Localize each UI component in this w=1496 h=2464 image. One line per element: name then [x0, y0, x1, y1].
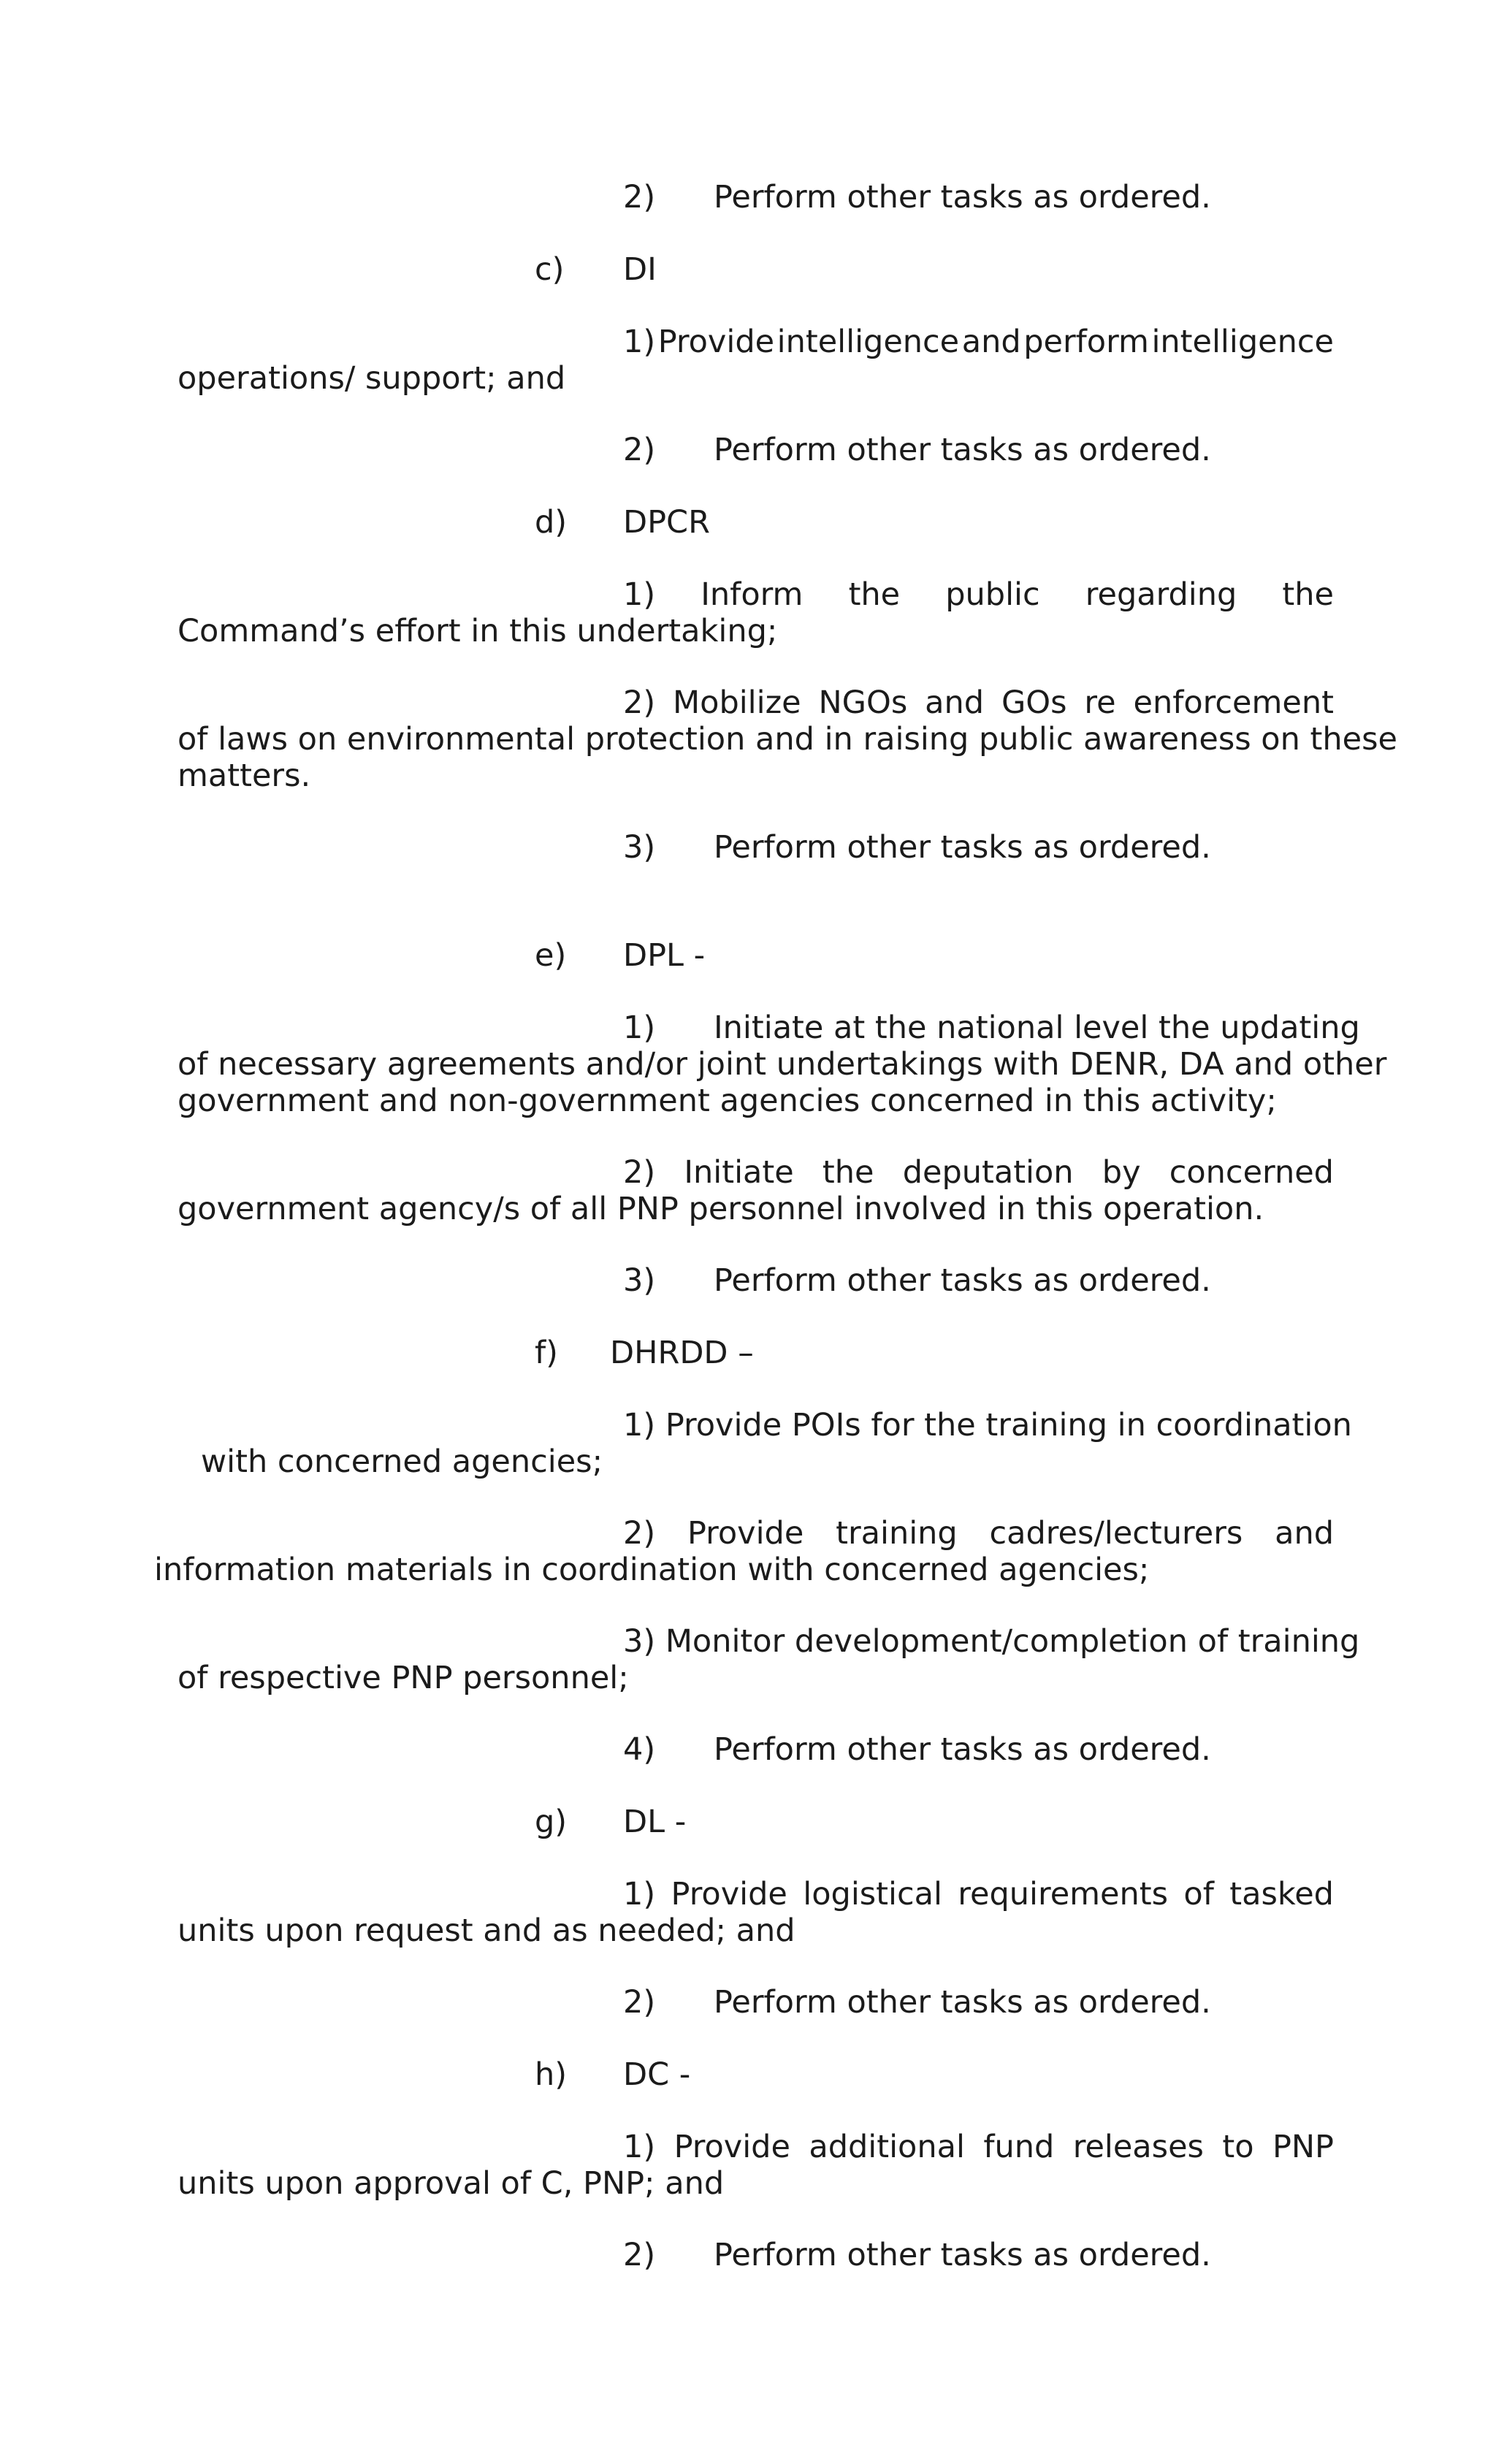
item-word: enforcement: [1133, 684, 1334, 721]
item-word: and: [1275, 1515, 1334, 1552]
item-word: requirements: [958, 1876, 1169, 1912]
item-number: 1): [623, 324, 656, 360]
item-word: and: [925, 684, 985, 721]
item-word: releases: [1072, 2129, 1204, 2165]
section-title: DI: [623, 251, 657, 288]
item-number: 2): [623, 1984, 656, 2021]
item-word: training: [836, 1515, 958, 1552]
item-text: Perform other tasks as ordered.: [714, 2237, 1211, 2273]
item-number: 3): [623, 1262, 656, 1299]
item-word: of: [1183, 1876, 1214, 1912]
item-word: tasked: [1229, 1876, 1334, 1912]
item-first-line: [623, 1407, 1352, 1443]
item-word: and: [961, 324, 1021, 360]
item-continuation: information materials in coordination with concerned agencies;: [154, 1552, 1150, 1588]
item-number: 2): [623, 432, 656, 468]
item-number: 1): [623, 576, 656, 613]
item-text: Perform other tasks as ordered.: [714, 1731, 1211, 1768]
item-continuation: units upon approval of C, PNP; and: [178, 2165, 725, 2202]
item-number: 2): [623, 2237, 656, 2273]
item-word: Provide: [673, 2129, 790, 2165]
item-word: deputation: [902, 1154, 1074, 1191]
item-continuation: matters.: [178, 758, 311, 794]
item-continuation: of respective PNP personnel;: [178, 1660, 629, 1696]
item-first-line: [623, 324, 1334, 360]
item-word: fund: [983, 2129, 1055, 2165]
item-word: to: [1222, 2129, 1254, 2165]
item-text: Provide POIs for the training in coordination: [665, 1407, 1352, 1443]
item-word: Provide: [657, 324, 775, 360]
item-continuation: of laws on environmental protection and in raising public awareness on these: [178, 721, 1397, 758]
item-word: by: [1102, 1154, 1141, 1191]
item-continuation: government agency/s of all PNP personnel involved in this operation.: [178, 1191, 1264, 1227]
item-word: the: [822, 1154, 874, 1191]
item-word: NGOs: [818, 684, 908, 721]
item-continuation: of necessary agreements and/or joint undertakings with DENR, DA and other: [178, 1046, 1387, 1083]
item-first-line: [623, 1623, 1360, 1660]
section-letter: e): [535, 937, 567, 974]
item-first-line: [623, 576, 1334, 613]
item-word: intelligence: [1151, 324, 1334, 360]
item-number: 1): [623, 1010, 656, 1046]
item-continuation: government and non-government agencies concerned in this activity;: [178, 1083, 1277, 1119]
item-word: Mobilize: [673, 684, 801, 721]
item-word: Initiate: [684, 1154, 794, 1191]
item-number: 3): [623, 829, 656, 866]
item-number: 2): [623, 179, 656, 215]
section-title: DPL -: [623, 937, 706, 974]
item-word: PNP: [1272, 2129, 1334, 2165]
item-word: Inform: [701, 576, 804, 613]
item-number: 1): [623, 1876, 656, 1912]
item-first-line: [623, 1154, 1334, 1191]
section-letter: h): [535, 2056, 568, 2093]
item-number: 1): [623, 2129, 656, 2165]
item-word: cadres/lecturers: [989, 1515, 1243, 1552]
item-number: 2): [623, 1515, 656, 1552]
item-text: Monitor development/completion of training: [665, 1623, 1360, 1660]
section-title: DL -: [623, 1804, 687, 1840]
item-text: Perform other tasks as ordered.: [714, 179, 1211, 215]
item-number: 2): [623, 684, 656, 721]
item-word: the: [848, 576, 901, 613]
section-letter: f): [535, 1335, 558, 1371]
item-word: regarding: [1085, 576, 1237, 613]
item-continuation: with concerned agencies;: [201, 1443, 603, 1480]
item-text: Perform other tasks as ordered.: [714, 829, 1211, 866]
section-letter: c): [535, 251, 565, 288]
item-number: 3): [623, 1623, 656, 1660]
item-word: concerned: [1169, 1154, 1334, 1191]
item-text: Perform other tasks as ordered.: [714, 1984, 1211, 2021]
section-title: DHRDD –: [610, 1335, 754, 1371]
item-word: the: [1282, 576, 1334, 613]
section-title: DPCR: [623, 504, 710, 541]
item-continuation: Command’s effort in this undertaking;: [178, 613, 778, 649]
item-word: additional: [809, 2129, 965, 2165]
item-number: 2): [623, 1154, 656, 1191]
item-word: Provide: [687, 1515, 804, 1552]
item-number: 4): [623, 1731, 656, 1768]
item-continuation: operations/ support; and: [178, 360, 566, 397]
item-word: public: [945, 576, 1040, 613]
item-text: Perform other tasks as ordered.: [714, 432, 1211, 468]
item-word: re: [1084, 684, 1116, 721]
item-continuation: units upon request and as needed; and: [178, 1912, 795, 1949]
section-title: DC -: [623, 2056, 691, 2093]
section-letter: d): [535, 504, 568, 541]
item-word: perform: [1023, 324, 1149, 360]
item-first-line: [623, 684, 1334, 721]
item-number: 1): [623, 1407, 656, 1443]
item-first-line: [623, 2129, 1334, 2165]
item-word: GOs: [1001, 684, 1067, 721]
item-word: Provide: [671, 1876, 787, 1912]
item-first-line: [623, 1876, 1334, 1912]
item-word: intelligence: [776, 324, 960, 360]
section-letter: g): [535, 1804, 568, 1840]
item-text: Initiate at the national level the updating: [714, 1010, 1360, 1046]
item-word: logistical: [803, 1876, 942, 1912]
item-first-line: [623, 1515, 1334, 1552]
item-text: Perform other tasks as ordered.: [714, 1262, 1211, 1299]
